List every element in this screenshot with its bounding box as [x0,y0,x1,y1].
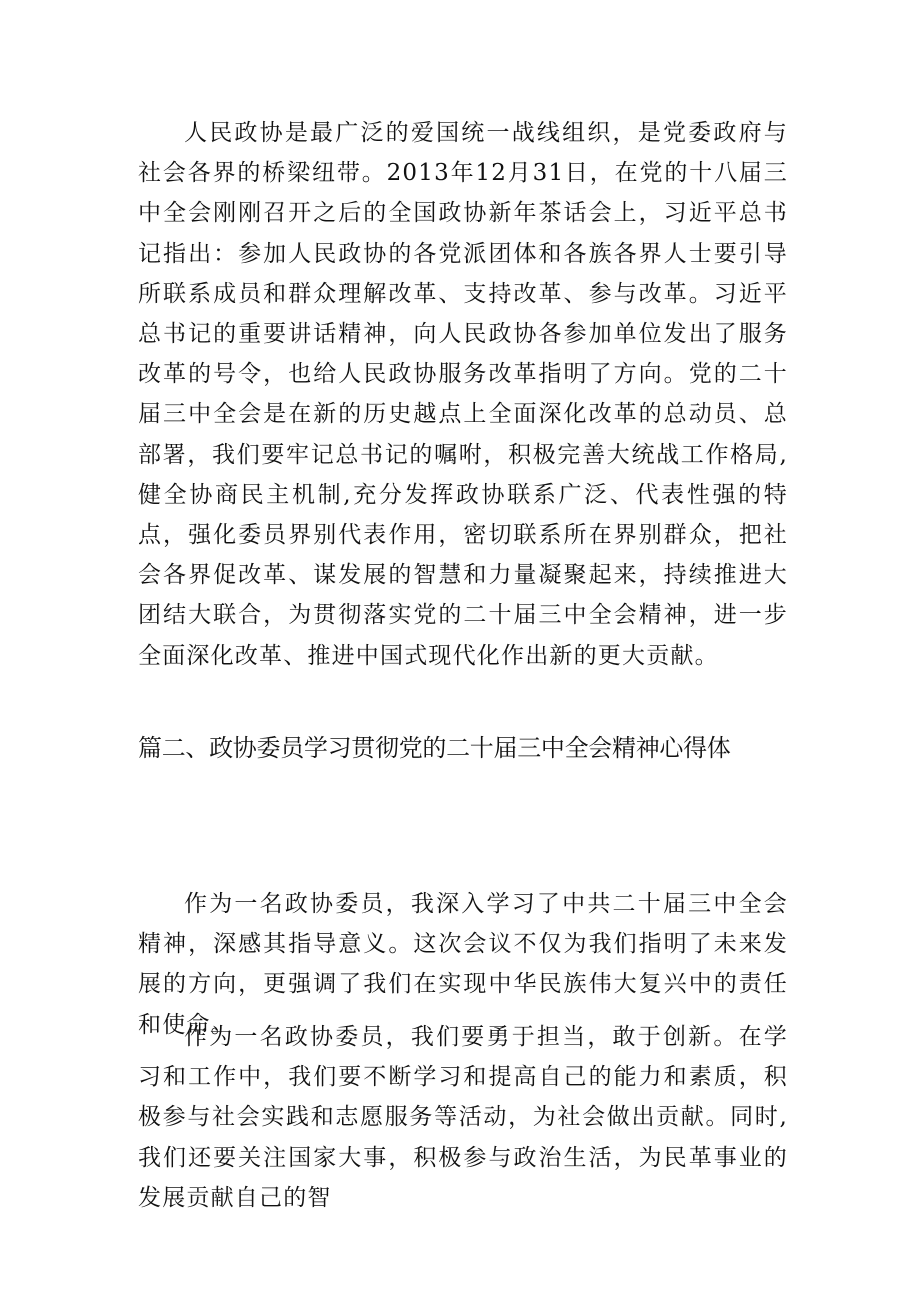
body-paragraph-2: 作为一名政协委员，我深入学习了中共二十届三中全会精神，深感其指导意义。这次会议不仅为我们指明了未来发展的方向，更强调了我们在实现中华民族伟大复兴中的责任和使命。 [138,891,788,1038]
section-heading: 篇二、政协委员学习贯彻党的二十届三中全会精神心得体 [138,734,731,762]
body-paragraph-3: 作为一名政协委员，我们要勇于担当，敢于创新。在学习和工作中，我们要不断学习和提高自己的能力和素质，积极参与社会实践和志愿服务等活动，为社会做出贡献。同时,我们还要关注国家大事，积极参与政治生活，为民革事业的发展贡献自己的智 [138,1024,788,1211]
body-paragraph-1: 人民政协是最广泛的爱国统一战线组织，是党委政府与社会各界的桥梁纽带。2013年12月31日，在党的十八届三中全会刚刚召开之后的全国政协新年茶话会上，习近平总书记指出：参加人民政协的各党派团体和各族各界人士要引导所联系成员和群众理解改革、支持改革、参与改革。习近平总书记的重要讲话精神，向人民政协各参加单位发出了服务改革的号令，也给人民政协服务改革指明了方向。党的二十届三中全会是在新的历史越点上全面深化改革的总动员、总部署，我们要牢记总书记的嘱咐，积极完善大统战工作格局,健全协商民主机制,充分发挥政协联系广泛、代表性强的特点，强化委员界别代表作用，密切联系所在界别群众，把社会各界促改革、谋发展的智慧和力量凝聚起来，持续推进大团结大联合，为贯彻落实党的二十届三中全会精神，进一步全面深化改革、推进中国式现代化作出新的更大贡献。 [138,120,788,669]
